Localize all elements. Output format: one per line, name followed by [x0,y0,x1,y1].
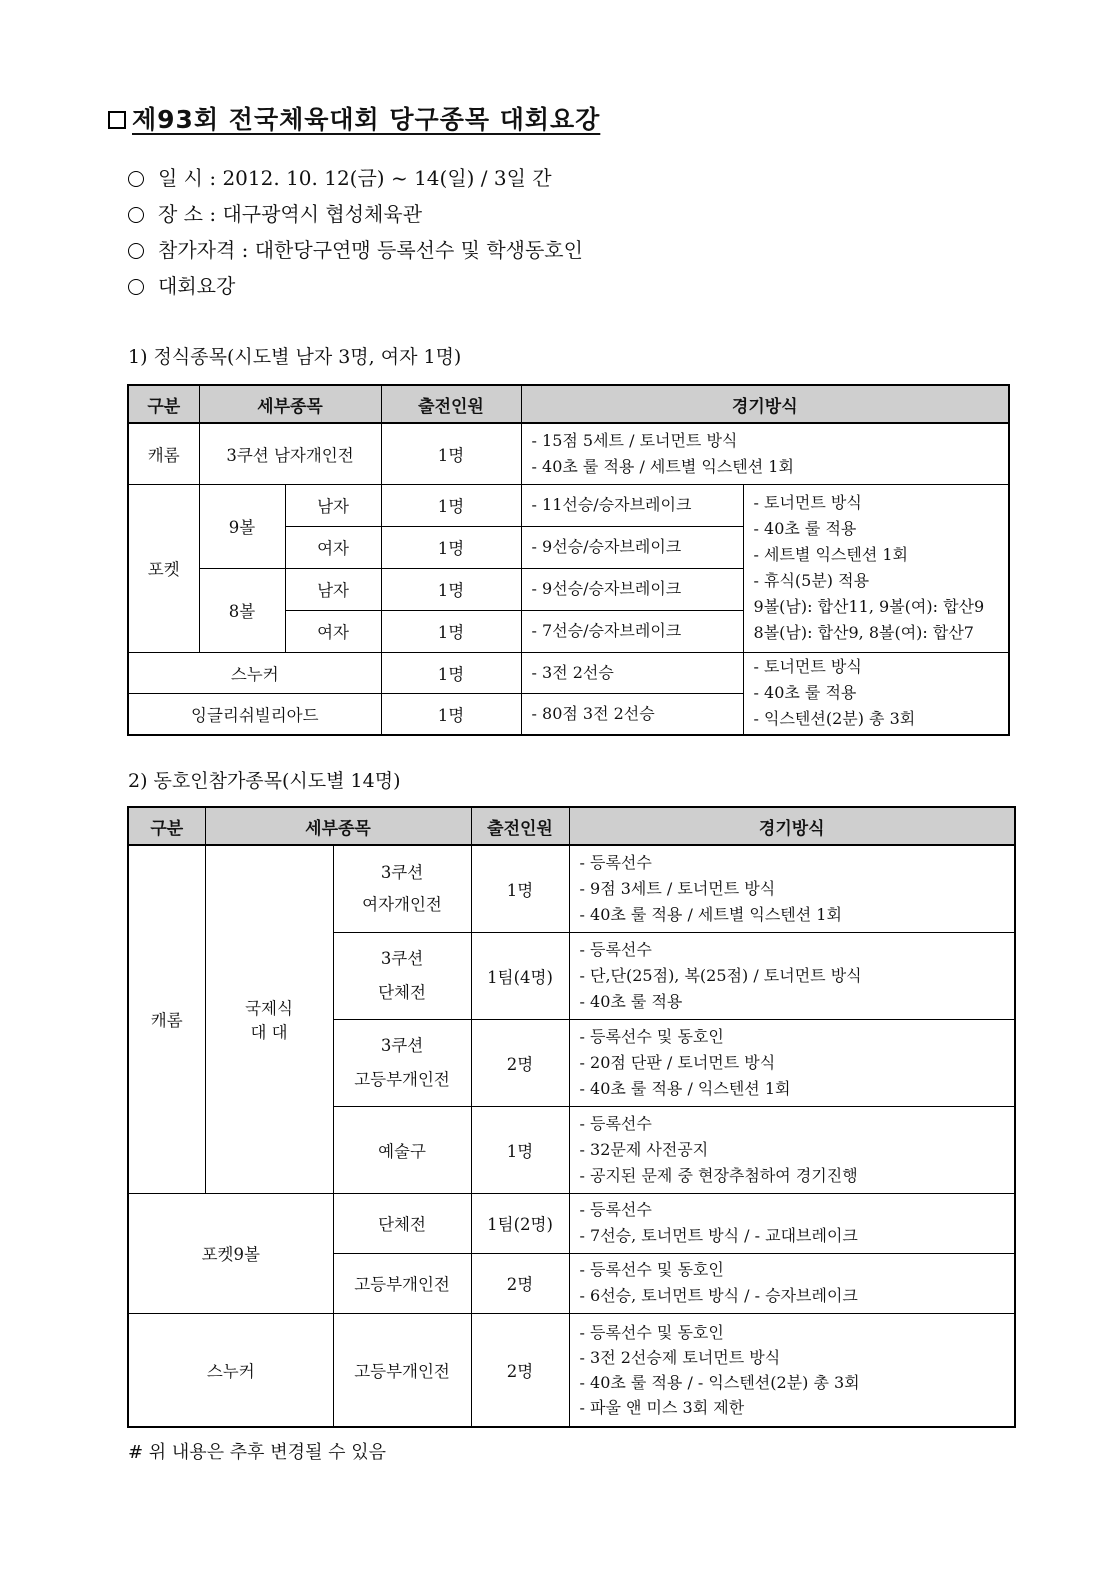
section1-heading: 1) 정식종목(시도별 남자 3명, 여자 1명) [128,346,462,368]
count-cell: 1명 [381,423,521,484]
info-item-guidelines: 대회요강 [128,268,583,304]
method-cell: - 등록선수 및 동호인 - 6선승, 토너먼트 방식 / - 승자브레이크 [569,1253,1015,1313]
method-cell: - 7선승/승자브레이크 [521,610,743,652]
method-cell: - 11선승/승자브레이크 [521,484,743,526]
event-cell: 3쿠션 여자개인전 [333,845,471,932]
table-header-row [128,385,1009,423]
count-cell: 2명 [471,1253,569,1313]
section1-table [127,384,1010,736]
method-cell: - 등록선수 - 7선승, 토너먼트 방식 / - 교대브레이크 [569,1193,1015,1253]
count-cell: 1명 [381,526,521,568]
header-event: 세부종목 [199,385,381,423]
event-cell: 3쿠션 단체전 [333,932,471,1019]
event-cell: 예술구 [333,1106,471,1193]
table-row [128,845,1015,932]
count-cell: 1명 [471,845,569,932]
count-cell: 1명 [381,484,521,526]
header-count: 출전인원 [381,385,521,423]
category-cell: 캐롬 [128,845,205,1193]
event-cell: 3쿠션 남자개인전 [199,423,381,484]
section2-heading: 2) 동호인참가종목(시도별 14명) [128,770,401,792]
event-cell: 고등부개인전 [333,1313,471,1427]
method-common-cell: - 토너먼트 방식 - 40초 룰 적용 - 세트별 익스텐션 1회 - 휴식(5분) 적용 9볼(남): 합산11, 9볼(여): 합산9 8볼(남): 합산9, 8볼(여): 합산7 [743,484,1009,652]
gender-cell: 남자 [285,568,381,610]
event-cell: 고등부개인전 [333,1253,471,1313]
header-category: 구분 [128,385,199,423]
method-cell: - 80점 3전 2선승 [521,693,743,735]
footnote: # 위 내용은 추후 변경될 수 있음 [128,1442,387,1463]
count-cell: 1명 [381,693,521,735]
event-cell: 스누커 [128,652,381,693]
header-count: 출전인원 [471,807,569,845]
count-cell: 1명 [381,568,521,610]
table-header-row [128,807,1015,845]
category-cell: 캐롬 [128,423,199,484]
event-cell: 8볼 [199,568,285,652]
category-cell: 스누커 [128,1313,333,1427]
info-item-eligibility: 참가자격 : 대한당구연맹 등록선수 및 학생동호인 [128,232,583,268]
circle-bullet-icon [128,207,144,223]
count-cell: 1명 [381,652,521,693]
table-row [128,652,1009,693]
gender-cell: 여자 [285,610,381,652]
count-cell: 1명 [471,1106,569,1193]
circle-bullet-icon [128,279,144,295]
info-item-date: 일 시 : 2012. 10. 12(금) ~ 14(일) / 3일 간 [128,160,583,196]
circle-bullet-icon [128,243,144,259]
table-row [128,1193,1015,1253]
info-item-venue: 장 소 : 대구광역시 협성체육관 [128,196,583,232]
method-cell: - 9선승/승자브레이크 [521,526,743,568]
header-method: 경기방식 [521,385,1009,423]
method-cell: - 등록선수 및 동호인 - 3전 2선승제 토너먼트 방식 - 40초 룰 적용 / - 익스텐션(2분) 총 3회 - 파울 앤 미스 3회 제한 [569,1313,1015,1427]
method-cell: - 등록선수 - 9점 3세트 / 토너먼트 방식 - 40초 룰 적용 / 세트별 익스텐션 1회 [569,845,1015,932]
event-cell: 3쿠션 고등부개인전 [333,1019,471,1106]
group-cell: 국제식 대 대 [205,845,333,1193]
method-cell: - 15점 5세트 / 토너먼트 방식 - 40초 룰 적용 / 세트별 익스텐션 1회 [521,423,1009,484]
info-list [128,160,583,304]
method-cell: - 등록선수 - 32문제 사전공지 - 공지된 문제 중 현장추첨하여 경기진행 [569,1106,1015,1193]
count-cell: 1팀(2명) [471,1193,569,1253]
circle-bullet-icon [128,171,144,187]
square-bullet-icon [108,111,126,129]
count-cell: 2명 [471,1313,569,1427]
table-row [128,423,1009,484]
gender-cell: 남자 [285,484,381,526]
table-row [128,1313,1015,1427]
header-method: 경기방식 [569,807,1015,845]
event-cell: 9볼 [199,484,285,568]
method-cell: - 등록선수 - 단,단(25점), 복(25점) / 토너먼트 방식 - 40초 룰 적용 [569,932,1015,1019]
category-cell: 포켓 [128,484,199,652]
method-cell: - 3전 2선승 [521,652,743,693]
header-category: 구분 [128,807,205,845]
method-cell: - 9선승/승자브레이크 [521,568,743,610]
event-cell: 잉글리쉬빌리아드 [128,693,381,735]
category-cell: 포켓9볼 [128,1193,333,1313]
event-cell: 단체전 [333,1193,471,1253]
count-cell: 2명 [471,1019,569,1106]
method-cell: - 등록선수 및 동호인 - 20점 단판 / 토너먼트 방식 - 40초 룰 적용 / 익스텐션 1회 [569,1019,1015,1106]
gender-cell: 여자 [285,526,381,568]
count-cell: 1팀(4명) [471,932,569,1019]
section2-table [127,806,1016,1428]
count-cell: 1명 [381,610,521,652]
table-row [128,484,1009,526]
method-common-cell: - 토너먼트 방식 - 40초 룰 적용 - 익스텐션(2분) 총 3회 [743,652,1009,735]
header-event: 세부종목 [205,807,471,845]
page-title: 제93회 전국체육대회 당구종목 대회요강 [108,100,600,140]
